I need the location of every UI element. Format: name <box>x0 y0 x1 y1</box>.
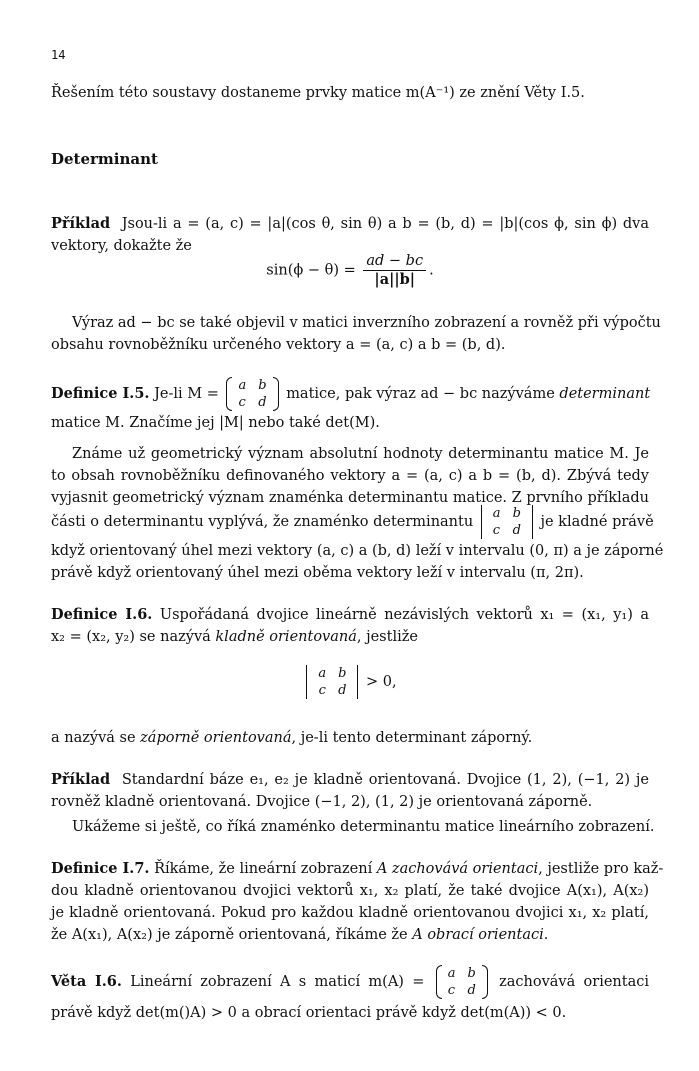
example-2-line-2: rovněž kladně orientovaná. Dvojice (−1, 2), (1, 2) je orientovaná záporně. <box>51 794 593 810</box>
theorem-6-line-2: právě když det(m()A) > 0 a obrací orientaci právě když det(m(A)) < 0. <box>51 1005 567 1021</box>
definition-7-line-1 <box>51 858 664 880</box>
definition-5-para-line-4 <box>51 500 654 544</box>
matrix-cell: a <box>447 966 456 981</box>
page-number: 14 <box>51 48 66 62</box>
matrix-cell: c <box>238 395 246 410</box>
definition-6-formula <box>51 665 649 699</box>
matrix-cell: a <box>318 666 327 681</box>
matrix-cell: b <box>338 666 347 681</box>
determinant-abcd <box>481 505 533 539</box>
matrix-abcd <box>436 965 488 999</box>
example-label: Příklad <box>51 215 111 232</box>
matrix-cell: a <box>492 506 501 521</box>
definition-6-line-1 <box>51 604 649 626</box>
definition-5-para-line-6: právě když orientovaný úhel mezi oběma vektory leží v intervalu (π, 2π). <box>51 565 584 581</box>
theorem-6-post: zachovává orientaci <box>499 974 649 990</box>
example-label: Příklad <box>51 771 111 788</box>
matrix-cell: d <box>512 523 521 538</box>
definition-6-line-2 <box>51 626 649 648</box>
theorem-label: Věta I.6. <box>51 973 122 990</box>
definition-5-para-line-3: vyjasnit geometrický význam znaménka determinantu matice. Z prvního příkladu <box>51 490 649 506</box>
matrix-cell: d <box>467 983 476 998</box>
definition-7-line-4-post: . <box>543 927 549 943</box>
formula-end: > 0, <box>366 674 397 690</box>
definition-7-line-3: je kladně orientovaná. Pokud pro každou kladně orientovanou dvojici x₁, x₂ platí, <box>51 905 649 921</box>
definition-6-line-3-post: , je-li tento determinant záporný. <box>291 730 533 746</box>
matrix-cell: d <box>338 683 347 698</box>
formula-end: . <box>429 262 434 279</box>
definition-7-line-1-post: , jestliže pro kaž- <box>538 861 664 877</box>
matrix-cell: b <box>512 506 521 521</box>
theorem-6-pre: Lineární zobrazení A s maticí m(A) = <box>130 974 425 990</box>
formula-lhs: sin(ϕ − θ) = <box>266 262 356 279</box>
example-2-line-1 <box>51 769 649 791</box>
definition-5-post: matice, pak výraz ad − bc nazýváme <box>286 386 555 402</box>
definition-label: Definice I.7. <box>51 860 150 877</box>
example-1-text: Jsou-li a = (a, c) = |a|(cos θ, sin θ) a b = (b, d) = |b|(cos ϕ, sin ϕ) dva <box>121 216 649 232</box>
definition-7-line-4 <box>51 924 649 946</box>
example-1-line-1 <box>51 213 649 235</box>
example-1-para-line-1: Výraz ad − bc se také objevil v matici inverzního zobrazení a rovněž při výpočtu <box>72 315 661 331</box>
definition-label: Definice I.6. <box>51 606 153 623</box>
determinant-abcd <box>306 665 358 699</box>
definition-5-pre: Je-li M = <box>154 386 219 402</box>
matrix-cell: d <box>258 395 267 410</box>
definition-7-reverse-term: A obrací orientaci <box>412 927 544 943</box>
matrix-cell: c <box>492 523 501 538</box>
para-line-4-post: je kladné právě <box>540 514 654 530</box>
para-line-4-pre: části o determinantu vyplývá, že znaménko determinantu <box>51 514 474 530</box>
definition-5-term: determinant <box>559 386 651 402</box>
definition-7-term: A zachovává orientaci <box>376 861 539 877</box>
definition-6-text: Uspořádaná dvojice lineárně nezávislých vektorů x₁ = (x₁, y₁) a <box>159 607 649 623</box>
matrix-cell: c <box>318 683 326 698</box>
definition-5-para-line-1: Známe už geometrický význam absolutní hodnoty determinantu matice M. Je <box>72 446 649 462</box>
example-1-line-2: vektory, dokažte že <box>51 238 192 254</box>
matrix-cell: a <box>238 378 247 393</box>
example-1-formula <box>51 252 649 289</box>
formula-numerator: ad − bc <box>363 252 426 271</box>
definition-6-line-2-post: , jestliže <box>356 629 418 645</box>
formula-denominator: |a||b| <box>374 271 416 288</box>
matrix-cell: c <box>447 983 455 998</box>
definition-label: Definice I.5. <box>51 385 150 402</box>
matrix-cell: b <box>258 378 267 393</box>
definition-6-negative-term: záporně orientovaná <box>140 730 292 746</box>
definition-5-para-line-5: když orientovaný úhel mezi vektory (a, c) a (b, d) leží v intervalu (0, π) a je záporné <box>51 543 664 559</box>
definition-7-line-4-pre: že A(x₁), A(x₂) je záporně orientovaná, říkáme že <box>51 927 408 943</box>
definition-6-line-2-pre: x₂ = (x₂, y₂) se nazývá <box>51 629 211 645</box>
matrix-cell: b <box>467 966 476 981</box>
definition-7-line-1-pre: Říkáme, že lineární zobrazení <box>154 861 373 877</box>
definition-6-line-3 <box>51 727 649 749</box>
example-1-para-line-2: obsahu rovnoběžníku určeného vektory a = (a, c) a b = (b, d). <box>51 337 506 353</box>
formula-fraction <box>363 252 426 289</box>
example-2-text: Standardní báze e₁, e₂ je kladně orientovaná. Dvojice (1, 2), (−1, 2) je <box>121 772 650 788</box>
definition-5-line-1 <box>51 374 649 414</box>
theorem-6-line-1 <box>51 960 649 1004</box>
intro-text: Řešením této soustavy dostaneme prvky matice m(A⁻¹) ze znění Věty I.5. <box>51 85 585 101</box>
definition-5-para-line-2: to obsah rovnoběžníku definovaného vektory a = (a, c) a b = (b, d). Zbývá tedy <box>51 468 649 484</box>
definition-5-line-2: matice M. Značíme jej |M| nebo také det(M). <box>51 415 380 431</box>
definition-6-line-3-pre: a nazývá se <box>51 730 136 746</box>
definition-6-term: kladně orientovaná <box>215 629 357 645</box>
definition-7-line-2: dou kladně orientovanou dvojici vektorů x₁, x₂ platí, že také dvojice A(x₁), A(x₂) <box>51 883 649 899</box>
example-2-line-3: Ukážeme si ještě, co říká znaménko determinantu matice lineárního zobrazení. <box>72 819 655 835</box>
matrix-abcd <box>226 377 278 411</box>
section-title: Determinant <box>51 150 158 168</box>
